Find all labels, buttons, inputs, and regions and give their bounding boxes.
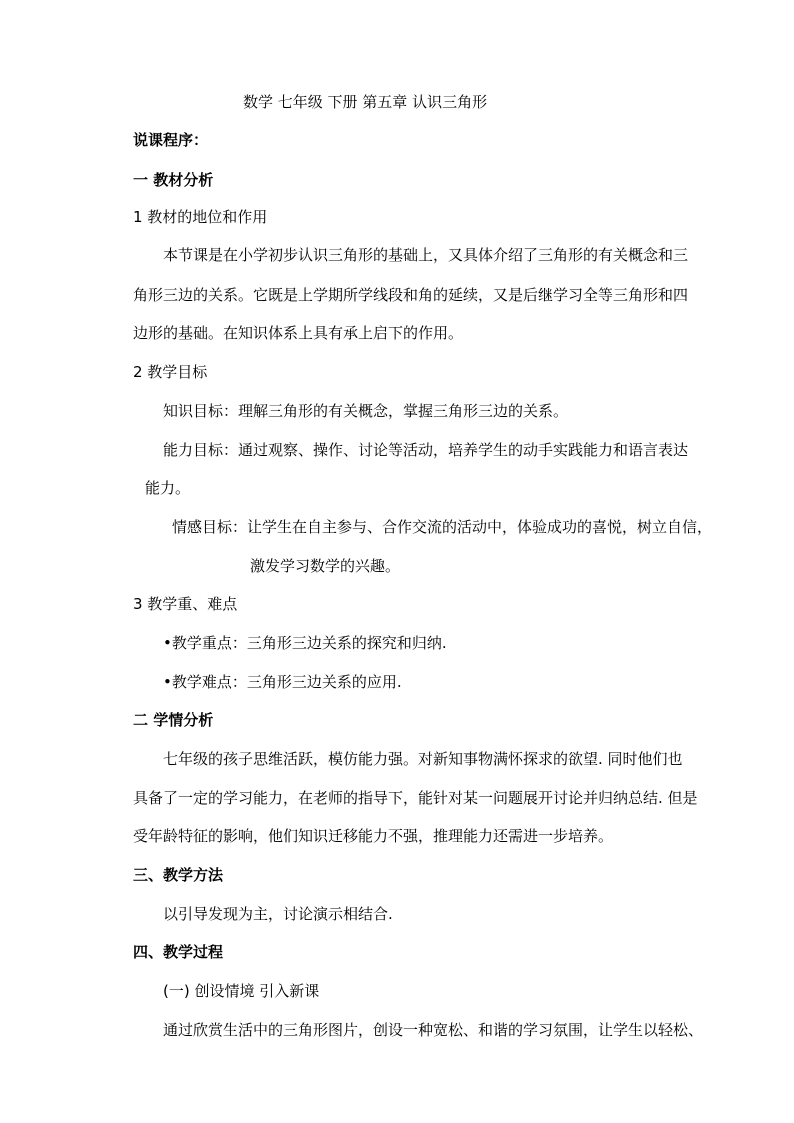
goal-ability-line: 能力目标：通过观察、操作、讨论等活动，培养学生的动手实践能力和语言表达 xyxy=(163,441,689,459)
subsection-heading-create-situation: (一) 创设情境 引入新课 xyxy=(163,982,320,1000)
goal-emotion-line: 激发学习数学的兴趣。 xyxy=(250,557,401,575)
paragraph-line: 边形的基础。在知识体系上具有承上启下的作用。 xyxy=(133,324,464,342)
paragraph-line: 以引导发现为主，讨论演示相结合. xyxy=(163,905,393,923)
difficult-point: •教学难点：三角形三边关系的应用. xyxy=(163,673,402,691)
subsection-heading-key-difficult: 3 教学重、难点 xyxy=(133,595,238,613)
paragraph-line: 七年级的孩子思维活跃，模仿能力强。对新知事物满怀探求的欲望. 同时他们也 xyxy=(163,750,683,768)
section-heading-student-analysis: 二 学情分析 xyxy=(133,711,214,729)
subsection-heading-teaching-goals: 2 教学目标 xyxy=(133,363,208,381)
goal-knowledge: 知识目标：理解三角形的有关概念，掌握三角形三边的关系。 xyxy=(163,402,569,420)
subsection-heading-status-role: 1 教材的地位和作用 xyxy=(133,208,268,226)
paragraph-line: 受年龄特征的影响，他们知识迁移能力不强，推理能力还需进一步培养。 xyxy=(133,827,614,845)
paragraph-line: 角形三边的关系。它既是上学期所学线段和角的延续，又是后继学习全等三角形和四 xyxy=(133,286,689,304)
paragraph-line: 具备了一定的学习能力，在老师的指导下，能针对某一问题展开讨论并归纳总结. 但是 xyxy=(133,789,698,807)
section-heading-textbook-analysis: 一 教材分析 xyxy=(133,171,214,189)
section-heading-teaching-process: 四、教学过程 xyxy=(133,943,224,961)
paragraph-line: 通过欣赏生活中的三角形图片，创设一种宽松、和谐的学习氛围，让学生以轻松、 xyxy=(163,1021,704,1039)
section-heading-teaching-methods: 三、教学方法 xyxy=(133,866,224,884)
document-title: 数学 七年级 下册 第五章 认识三角形 xyxy=(243,93,488,111)
key-point: •教学重点：三角形三边关系的探究和归纳. xyxy=(163,634,447,652)
goal-ability-line: 能力。 xyxy=(145,479,191,497)
paragraph-line: 本节课是在小学初步认识三角形的基础上，又具体介绍了三角形的有关概念和三 xyxy=(163,246,689,264)
goal-emotion-line: 情感目标：让学生在自主参与、合作交流的活动中，体验成功的喜悦，树立自信， xyxy=(172,518,713,536)
outline-heading: 说课程序： xyxy=(133,131,209,149)
